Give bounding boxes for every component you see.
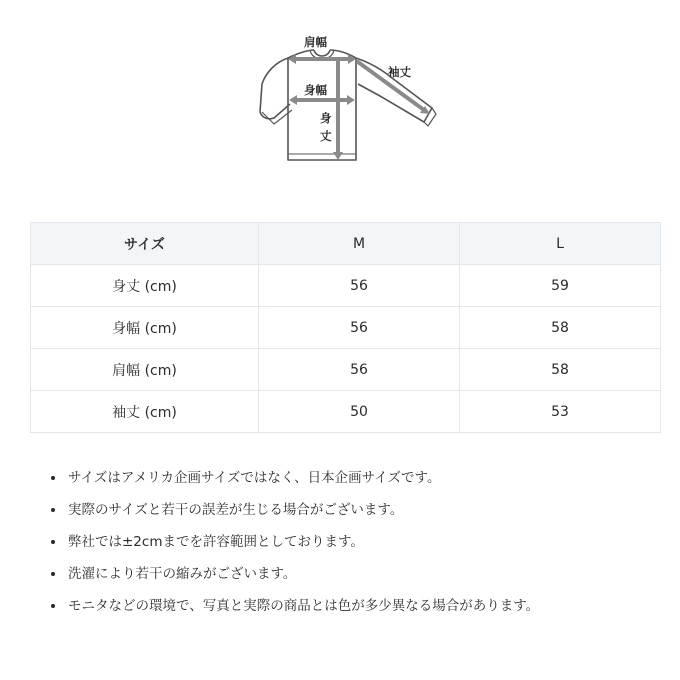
cell-m: 56 bbox=[259, 307, 460, 349]
label-shoulder-width: 肩幅 bbox=[304, 35, 327, 49]
table-row bbox=[31, 391, 661, 433]
cell-l: 58 bbox=[460, 349, 661, 391]
label-body-length-2: 丈 bbox=[320, 129, 332, 143]
cell-l: 53 bbox=[460, 391, 661, 433]
table-row bbox=[31, 349, 661, 391]
list-item: • 洗濯により若干の縮みがございます。 bbox=[66, 558, 539, 590]
table-row bbox=[31, 265, 661, 307]
header-m: M bbox=[259, 223, 460, 265]
row-label: 肩幅 (cm) bbox=[31, 349, 259, 391]
header-l: L bbox=[460, 223, 661, 265]
row-label: 身丈 (cm) bbox=[31, 265, 259, 307]
label-body-width: 身幅 bbox=[304, 83, 327, 97]
list-item: • 弊社では±2cmまでを許容範囲としております。 bbox=[66, 526, 539, 558]
list-item: • 実際のサイズと若干の誤差が生じる場合がございます。 bbox=[66, 494, 539, 526]
row-label: 身幅 (cm) bbox=[31, 307, 259, 349]
cell-l: 58 bbox=[460, 307, 661, 349]
cell-m: 56 bbox=[259, 349, 460, 391]
size-table bbox=[30, 222, 661, 433]
label-sleeve-length: 袖丈 bbox=[388, 65, 411, 79]
cell-m: 50 bbox=[259, 391, 460, 433]
cell-l: 59 bbox=[460, 265, 661, 307]
table-row bbox=[31, 307, 661, 349]
header-size: サイズ bbox=[31, 223, 259, 265]
notes-list bbox=[48, 462, 539, 622]
cell-m: 56 bbox=[259, 265, 460, 307]
row-label: 袖丈 (cm) bbox=[31, 391, 259, 433]
list-item: • モニタなどの環境で、写真と実際の商品とは色が多少異なる場合があります。 bbox=[66, 590, 539, 622]
list-item: • サイズはアメリカ企画サイズではなく、日本企画サイズです。 bbox=[66, 462, 539, 494]
table-header-row bbox=[31, 223, 661, 265]
size-diagram bbox=[0, 0, 680, 180]
label-body-length-1: 身 bbox=[320, 111, 332, 125]
